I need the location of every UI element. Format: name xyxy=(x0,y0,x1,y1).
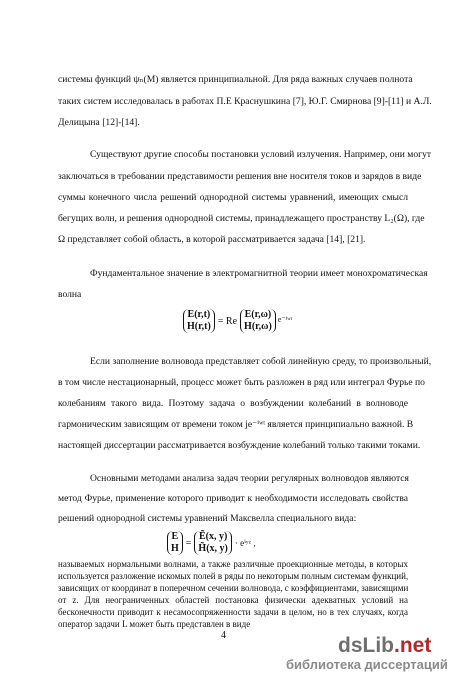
formula-rhs-top: E(r,ω) xyxy=(244,309,272,320)
watermark-subtitle: библиотека диссертаций xyxy=(286,657,448,672)
text-line: метод Фурье, применение которого приводит к необходимости исследовать свойства xyxy=(58,493,408,504)
text-line: системы функций ψₙ(M) является принципиальной. Для ряда важных случаев полнота xyxy=(58,74,413,85)
watermark-logo-main: dsLib xyxy=(338,634,394,657)
text-line: используется разложение искомых полей в ряды по некоторым полным системам функций, xyxy=(58,571,409,581)
formula-rhs-top: Ẽ(x, y) xyxy=(198,531,228,542)
formula-lhs-top: E(r,t) xyxy=(187,309,211,320)
formula-exponent: · eⁱʸᶻ , xyxy=(234,537,256,548)
text-line: Существуют другие способы постановки условий излучения. Например, они могут xyxy=(90,149,432,160)
watermark-logo-tld: .net xyxy=(394,634,432,657)
formula-lhs-bottom: H xyxy=(171,543,179,554)
text-line: гармоническим зависящим от времени током je⁻ⁱʷᵗ является принципиально важной. В xyxy=(58,419,414,430)
text-line: называемых нормальными волнами, а также различные проекционные методы, в которых xyxy=(58,559,408,569)
watermark-logo xyxy=(338,634,431,658)
formula-rhs xyxy=(194,531,231,555)
formula-rhs xyxy=(240,309,276,333)
formula-exponent: e⁻ⁱʷᵗ xyxy=(277,315,293,324)
formula-lhs-bottom: H(r,t) xyxy=(187,321,211,332)
text-line: таких систем исследовалась в работах П.Е Краснушкина [7], Ю.Г. Смирнова [9]-[11] и А.Л. xyxy=(58,96,432,107)
formula-normal-waves xyxy=(167,531,256,555)
text-line: в том числе нестационарный, процесс может быть разложен в ряд или интеграл Фурье по xyxy=(58,377,425,388)
text-line: оператор задачи L может быть представлен в виде xyxy=(58,619,251,629)
text-line: от z. Для неограниченных областей постановка физически адекватных условий на xyxy=(58,595,408,605)
text-line: решений однородной системы уравнений Максвелла специального вида: xyxy=(58,513,357,524)
text-line: Ω представляет собой область, в которой рассматривается задача [14], [21]. xyxy=(58,234,366,245)
text-line: бегущих волн, и решения однородной системы, принадлежащего пространству L₂(Ω), где xyxy=(58,213,425,224)
formula-operator: = Re xyxy=(217,315,238,327)
formula-operator: = xyxy=(185,537,192,549)
text-line: зависящих от координат в поперечном сечении волновода, с коэффициентами, зависящими xyxy=(58,583,409,593)
formula-lhs xyxy=(183,309,215,333)
text-line: бесконечности приводит к несамосопряженности задачи в целом, но в тех случаях, когда xyxy=(58,607,408,617)
text-line: суммы конечного числа решений однородной системы уравнений, имеющих смысл xyxy=(58,192,408,203)
text-line: волна xyxy=(58,289,82,300)
text-line: настоящей диссертации рассматривается возбуждение колебаний только такими токами. xyxy=(58,440,421,451)
text-line: Основными методами анализа задач теории регулярных волноводов являются xyxy=(90,473,409,484)
formula-rhs-bottom: H(r,ω) xyxy=(244,321,272,332)
text-line: Если заполнение волновода представляет собой линейную среду, то произвольный, xyxy=(90,356,432,367)
formula-monochromatic-wave xyxy=(183,309,292,333)
text-line: Фундаментальное значение в электромагнитной теории имеет монохроматическая xyxy=(90,268,428,279)
formula-rhs-bottom: H̃(x, y) xyxy=(198,543,228,554)
text-line: Делицына [12]-[14]. xyxy=(58,117,140,128)
formula-lhs-top: E xyxy=(171,531,179,542)
page-number: 4 xyxy=(221,630,226,641)
formula-lhs xyxy=(167,531,183,555)
text-line: заключаться в требовании представимости решения вне носителя токов и зарядов в виде xyxy=(58,171,422,182)
text-line: колебаниям такого вида. Поэтому задача о возбуждении колебаний в волноводе xyxy=(58,398,408,409)
watermark xyxy=(282,630,450,677)
